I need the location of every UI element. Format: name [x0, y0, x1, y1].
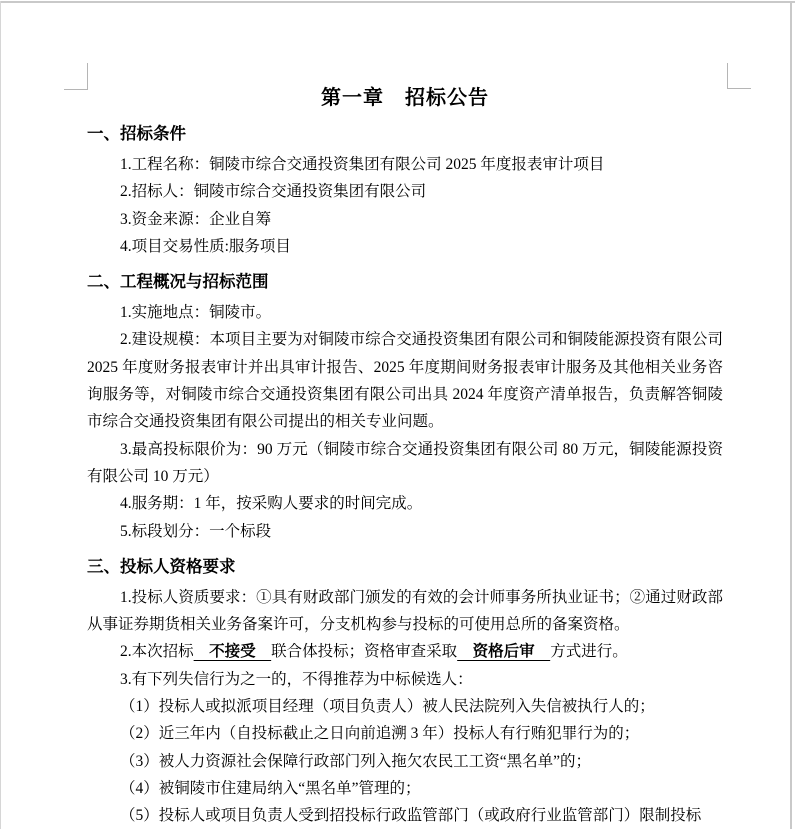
list-item-dishonesty-4: （4）被铜陵市住建局纳入“黑名单”管理的； [120, 779, 421, 797]
paragraph-lot-division: 5.标段划分：一个标段 [120, 522, 272, 540]
list-item-dishonesty-5: （5）投标人或项目负责人受到招投标行政监管部门（或政府行业监管部门）限制投标 [120, 807, 702, 825]
paragraph-service-period: 4.服务期：1 年，按采购人要求的时间完成。 [120, 495, 423, 513]
paragraph-dishonesty-intro: 3.有下列失信行为之一的，不得推荐为中标候选人： [120, 670, 473, 688]
text-segment: 2.本次招标 [120, 643, 194, 661]
margin-crop-mark-top-right [727, 88, 751, 89]
list-item-dishonesty-2: （2）近三年内（自投标截止之日向前追溯 3 年）投标人有行贿犯罪行为的； [120, 725, 640, 743]
section-heading-project-overview: 二、工程概况与招标范围 [87, 272, 269, 292]
paragraph-construction-scale: 2.建设规模：本项目主要为对铜陵市综合交通投资集团有限公司和铜陵能源投资有限公司 2025 年度财务报表审计并出具审计报告、2025 年度期间财务报表审计服务及其他相关业务咨询服务等，对铜陵市综合交通投资集团有限公司出具 2024 年度资产清单报告，负责解答铜陵市综合交通投资集团有限公司提出的相关专业问题。 [87, 331, 723, 431]
margin-crop-mark-top-right [727, 63, 728, 89]
margin-crop-mark-top-left [64, 89, 88, 90]
page-edge-right [790, 1, 792, 829]
text-segment: 联合体投标；资格审查采取 [271, 643, 458, 661]
section-heading-bidding-conditions: 一、招标条件 [87, 124, 186, 143]
emphasized-not-accepted: 不接受 [193, 643, 272, 661]
paragraph-tenderee: 2.招标人：铜陵市综合交通投资集团有限公司 [120, 183, 427, 201]
list-item-dishonesty-3: （3）被人力资源社会保障行政部门列入拖欠农民工工资“黑名单”的； [120, 752, 592, 770]
document-content [87, 78, 723, 829]
list-item-dishonesty-1: （1）投标人或拟派项目经理（项目负责人）被人民法院列入失信被执行人的； [120, 698, 655, 716]
emphasized-post-qualification: 资格后审 [457, 643, 551, 661]
paragraph-consortium-rule [87, 638, 723, 665]
paragraph-location: 1.实施地点：铜陵市。 [120, 304, 272, 322]
paragraph-price-limit: 3.最高投标限价为：90 万元（铜陵市综合交通投资集团有限公司 80 万元，铜陵能源投资有限公司 10 万元） [87, 440, 723, 485]
page-edge-left [0, 1, 1, 829]
paragraph-qualification-requirements: 1.投标人资质要求：①具有财政部门颁发的有效的会计师事务所执业证书；②通过财政部从事证券期货相关业务备案许可，分支机构参与投标的可使用总所的备案资格。 [87, 588, 723, 634]
paragraph-project-name: 1.工程名称：铜陵市综合交通投资集团有限公司 2025 年度报表审计项目 [120, 156, 605, 173]
paragraph-funding-source: 3.资金来源：企业自筹 [120, 210, 272, 228]
page-edge-top [0, 1, 795, 3]
text-segment: 方式进行。 [550, 643, 628, 661]
section-heading-bidder-qualification: 三、投标人资格要求 [87, 556, 236, 576]
chapter-title: 第一章 招标公告 [321, 87, 489, 109]
paragraph-transaction-nature: 4.项目交易性质:服务项目 [120, 237, 291, 255]
